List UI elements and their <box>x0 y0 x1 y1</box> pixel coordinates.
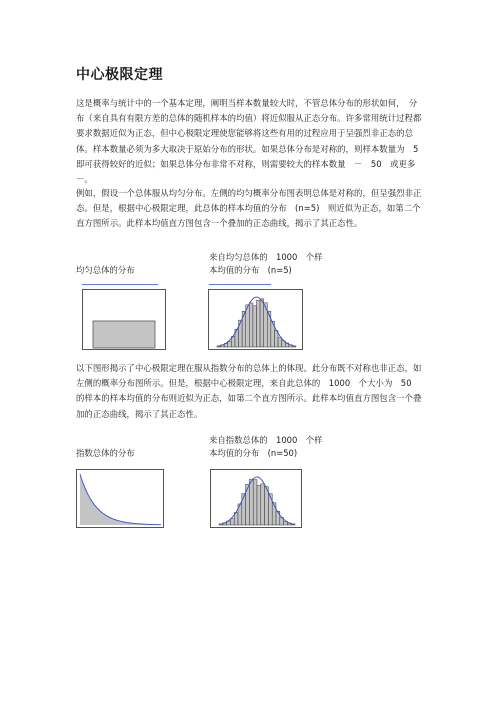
paragraph-uniform-example: 例如，假设一个总体服从均匀分布。左侧的均匀概率分布图表明总体是对称的，但呈强烈非正态。但是，根据中心极限定理，此总体的样本均值的分布 (n=5) 则近似为正态，如第二个直方图所示。此样本均值直方图包含一个叠加的正态曲线，揭示了其正态性。 <box>76 188 422 229</box>
uniform-means-histogram <box>209 290 302 349</box>
exponential-means-caption <box>209 434 369 460</box>
exponential-means-bar <box>265 487 269 525</box>
exponential-means-bar <box>230 519 234 525</box>
uniform-means-caption <box>209 251 369 277</box>
exponential-means-histogram-figure <box>210 469 302 528</box>
exponential-means-caption-line1: 来自指数总体的 1000 个样 <box>209 435 323 445</box>
uniform-distribution-plot <box>83 290 165 349</box>
exponential-density-area <box>80 474 161 525</box>
uniform-means-caption-line2: 本均值的分布 (n=5) <box>209 265 292 275</box>
exponential-means-caption-line2: 本均值的分布 (n=50) <box>209 448 298 458</box>
exponential-means-bar <box>242 494 246 525</box>
uniform-density-rect <box>93 321 155 348</box>
uniform-distribution-figure <box>82 289 166 350</box>
uniform-means-bar <box>228 341 232 347</box>
exponential-means-bar <box>257 486 261 526</box>
uniform-caption-underline <box>82 284 158 285</box>
uniform-means-bar <box>246 305 250 347</box>
uniform-means-caption-line1: 来自均匀总体的 1000 个样 <box>209 252 323 262</box>
exponential-means-bar <box>268 494 272 525</box>
uniform-population-caption: 均匀总体的分布 <box>76 265 135 275</box>
uniform-means-bar <box>239 320 243 347</box>
exponential-means-histogram <box>211 470 301 527</box>
uniform-means-bar <box>260 299 264 347</box>
uniform-means-bar <box>278 338 282 347</box>
exponential-means-bar <box>272 503 276 525</box>
page-title: 中心极限定理 <box>76 67 163 83</box>
uniform-means-bar <box>249 303 253 347</box>
uniform-means-bar <box>257 300 261 347</box>
exponential-means-bar <box>249 479 253 525</box>
uniform-means-bar <box>253 306 257 347</box>
paragraph-intro: 这是概率与统计中的一个基本定理，阐明当样本数量较大时，不管总体分布的形状如何， 分布（来自具有有限方差的总体的随机样本的均值）将近似服从正态分布。许多常用统计过程都要求数据近似为正态，但中心极限定理使您能够将这些有用的过程应用于呈强烈非正态的总体。样本数量必须为多大取决于原始分布的形状。如果总体分布是对称的，则样本数量为 5 即可获得较好的近似；如果总体分布非常不对称，则需要较大的样本数量 － 50 或更多－。 <box>76 98 427 185</box>
exponential-population-caption: 指数总体的分布 <box>76 448 135 458</box>
exponential-means-bar <box>261 484 265 525</box>
uniform-means-caption-underline <box>209 284 271 285</box>
uniform-means-histogram-figure <box>208 289 303 350</box>
paragraph-exponential-example: 以下图形揭示了中心极限定理在服从指数分布的总体上的体现。此分布既不对称也非正态，如左侧的概率分布图所示。但是，根据中心极限定理，来自此总体的 1000 个大小为 50 的样本的样本均值的分布则近似为正态，如第二个直方图所示。此样本均值直方图包含一个叠加的正态曲线，揭示了其正态性。 <box>76 363 422 419</box>
exponential-means-bar <box>253 480 257 525</box>
exponential-distribution-figure <box>76 469 164 528</box>
exponential-distribution-plot <box>77 470 163 527</box>
